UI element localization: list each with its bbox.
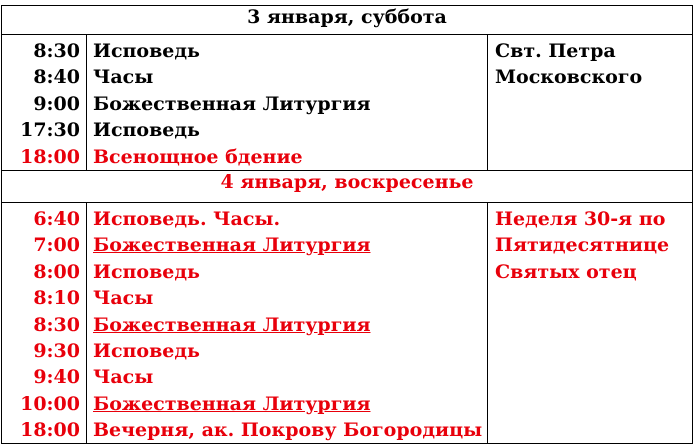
times-column: [2, 202, 87, 444]
day-header: 4 января, воскресенье: [2, 170, 693, 202]
feast-note-line: Свт. Петра: [495, 40, 616, 62]
entry-event: Исповедь: [93, 40, 200, 62]
feast-note-line: Святых отец: [495, 260, 637, 283]
entry-time: 10:00: [20, 392, 80, 415]
entry-time: 18:00: [20, 419, 80, 442]
entry-time: 9:30: [33, 339, 80, 362]
day-header-row: [2, 170, 693, 202]
day-body-row: [2, 35, 693, 171]
day-header: 3 января, суббота: [2, 6, 693, 35]
entry-time: 17:30: [20, 119, 80, 142]
entry-event: Божественная Литургия: [93, 92, 371, 115]
entry-event: Вечерня, ак. Покрову Богородицы: [93, 419, 483, 442]
entry-event: Исповедь: [93, 339, 200, 362]
entry-time: 8:30: [33, 313, 80, 336]
entry-event: Божественная Литургия: [93, 313, 371, 336]
events-column: [87, 202, 488, 444]
day-body-row: [2, 202, 693, 444]
feast-note-line: Московского: [495, 66, 643, 89]
entry-time: 7:00: [33, 234, 80, 257]
events-column: [87, 35, 488, 171]
entry-event: Часы: [93, 287, 154, 310]
feast-note-line: Неделя 30-я по: [495, 207, 666, 230]
day-header-row: [2, 6, 693, 35]
entry-event: Часы: [93, 66, 154, 89]
entry-event: Божественная Литургия: [93, 234, 371, 257]
feast-note-line: Пятидесятнице: [495, 234, 670, 257]
feast-note: [488, 202, 693, 444]
entry-time: 9:00: [33, 92, 80, 115]
entry-time: 6:40: [33, 207, 80, 230]
times-column: [2, 35, 87, 171]
feast-note: [488, 35, 693, 171]
entry-event: Исповедь. Часы.: [93, 207, 281, 230]
entry-event: Исповедь: [93, 119, 200, 142]
schedule-table: [1, 5, 693, 444]
entry-time: 18:00: [20, 145, 80, 168]
entry-time: 8:00: [33, 260, 80, 283]
entry-event: Божественная Литургия: [93, 392, 371, 415]
entry-time: 8:10: [33, 287, 80, 310]
entry-event: Всенощное бдение: [93, 145, 303, 168]
entry-time: 8:30: [33, 40, 80, 62]
entry-event: Часы: [93, 366, 154, 389]
entry-event: Исповедь: [93, 260, 200, 283]
entry-time: 8:40: [33, 66, 80, 89]
entry-time: 9:40: [33, 366, 80, 389]
